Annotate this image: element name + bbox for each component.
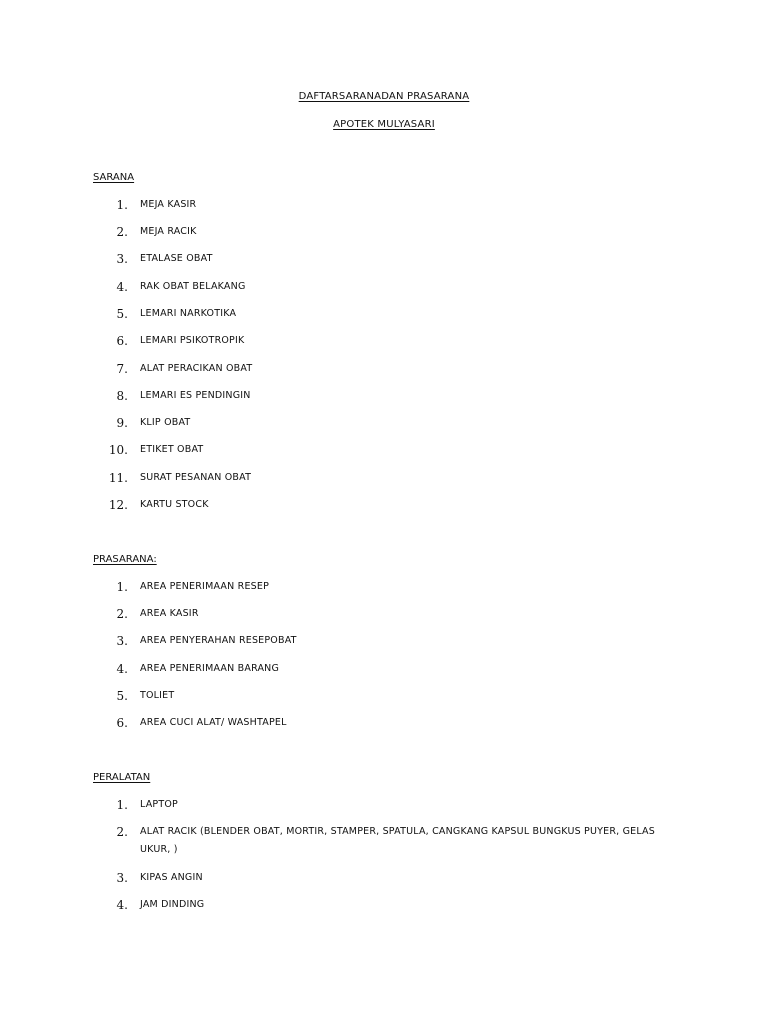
list-item xyxy=(0,252,768,272)
list-item-number: 5. xyxy=(116,307,128,321)
list-item xyxy=(0,825,768,863)
list-item-number: 1. xyxy=(116,798,128,812)
list-item xyxy=(0,389,768,409)
list-item-number: 3. xyxy=(116,252,128,266)
list-item-number: 10. xyxy=(108,443,128,457)
list-item-number: 5. xyxy=(116,689,128,703)
list-item-number: 6. xyxy=(116,716,128,730)
list-item-text: KARTU STOCK xyxy=(140,499,209,510)
list-item-text: RAK OBAT BELAKANG xyxy=(140,281,246,292)
list-item xyxy=(0,416,768,436)
list-item-number: 6. xyxy=(116,334,128,348)
list-item-number: 2. xyxy=(116,825,128,839)
list-item xyxy=(0,307,768,327)
list-item-text: LEMARI NARKOTIKA xyxy=(140,308,237,319)
list-item xyxy=(0,471,768,491)
list-item xyxy=(0,689,768,709)
list-item-text: LEMARI PSIKOTROPIK xyxy=(140,335,245,346)
list-item xyxy=(0,225,768,245)
list-item-text: ETALASE OBAT xyxy=(140,253,213,264)
list-item xyxy=(0,662,768,682)
list-item-text: AREA PENYERAHAN RESEPOBAT xyxy=(140,635,297,646)
list-item-number: 1. xyxy=(116,580,128,594)
section-heading-sarana: SARANA xyxy=(93,172,135,183)
section-heading-prasarana: PRASARANA: xyxy=(93,554,157,565)
list-item-text: TOLIET xyxy=(140,690,175,701)
list-item-number: 4. xyxy=(116,898,128,912)
list-item xyxy=(0,443,768,463)
list-item-text: AREA CUCI ALAT/ WASHTAPEL xyxy=(140,717,287,728)
list-item xyxy=(0,798,768,818)
list-item-number: 11. xyxy=(108,471,128,485)
list-item xyxy=(0,634,768,654)
list-item-text: MEJA KASIR xyxy=(140,199,197,210)
section-heading-peralatan: PERALATAN xyxy=(93,772,151,783)
list-item-number: 9. xyxy=(116,416,128,430)
list-item-number: 3. xyxy=(116,871,128,885)
list-item xyxy=(0,334,768,354)
list-item-number: 8. xyxy=(116,389,128,403)
list-item-number: 3. xyxy=(116,634,128,648)
list-item-number: 2. xyxy=(116,225,128,239)
list-item-text: ALAT PERACIKAN OBAT xyxy=(140,363,253,374)
list-item-text: KIPAS ANGIN xyxy=(140,872,203,883)
list-item xyxy=(0,498,768,518)
list-item-text: LEMARI ES PENDINGIN xyxy=(140,390,251,401)
list-item-number: 2. xyxy=(116,607,128,621)
list-item xyxy=(0,280,768,300)
list-item xyxy=(0,198,768,218)
document-title: DAFTARSARANADAN PRASARANA xyxy=(298,91,470,102)
list-item-text: MEJA RACIK xyxy=(140,226,197,237)
list-item xyxy=(0,871,768,891)
list-item-text: JAM DINDING xyxy=(140,899,205,910)
list-item-number: 7. xyxy=(116,362,128,376)
list-item xyxy=(0,716,768,736)
list-item-number: 4. xyxy=(116,662,128,676)
list-item xyxy=(0,607,768,627)
list-item-text: SURAT PESANAN OBAT xyxy=(140,472,252,483)
list-item-text: AREA KASIR xyxy=(140,608,199,619)
list-item xyxy=(0,898,768,918)
list-item-text: AREA PENERIMAAN BARANG xyxy=(140,663,280,674)
document-subtitle: APOTEK MULYASARI xyxy=(333,119,435,130)
list-item-number: 12. xyxy=(108,498,128,512)
list-item-text: KLIP OBAT xyxy=(140,417,191,428)
list-item-text: ALAT RACIK (BLENDER OBAT, MORTIR, STAMPER, SPATULA, CANGKANG KAPSUL BUNGKUS PUYER, GELAS UKUR, ) xyxy=(140,826,655,855)
list-item xyxy=(0,362,768,382)
list-item-number: 4. xyxy=(116,280,128,294)
list-item xyxy=(0,580,768,600)
list-item-number: 1. xyxy=(116,198,128,212)
list-item-text: ETIKET OBAT xyxy=(140,444,204,455)
list-item-text: LAPTOP xyxy=(140,799,178,810)
list-item-text: AREA PENERIMAAN RESEP xyxy=(140,581,270,592)
